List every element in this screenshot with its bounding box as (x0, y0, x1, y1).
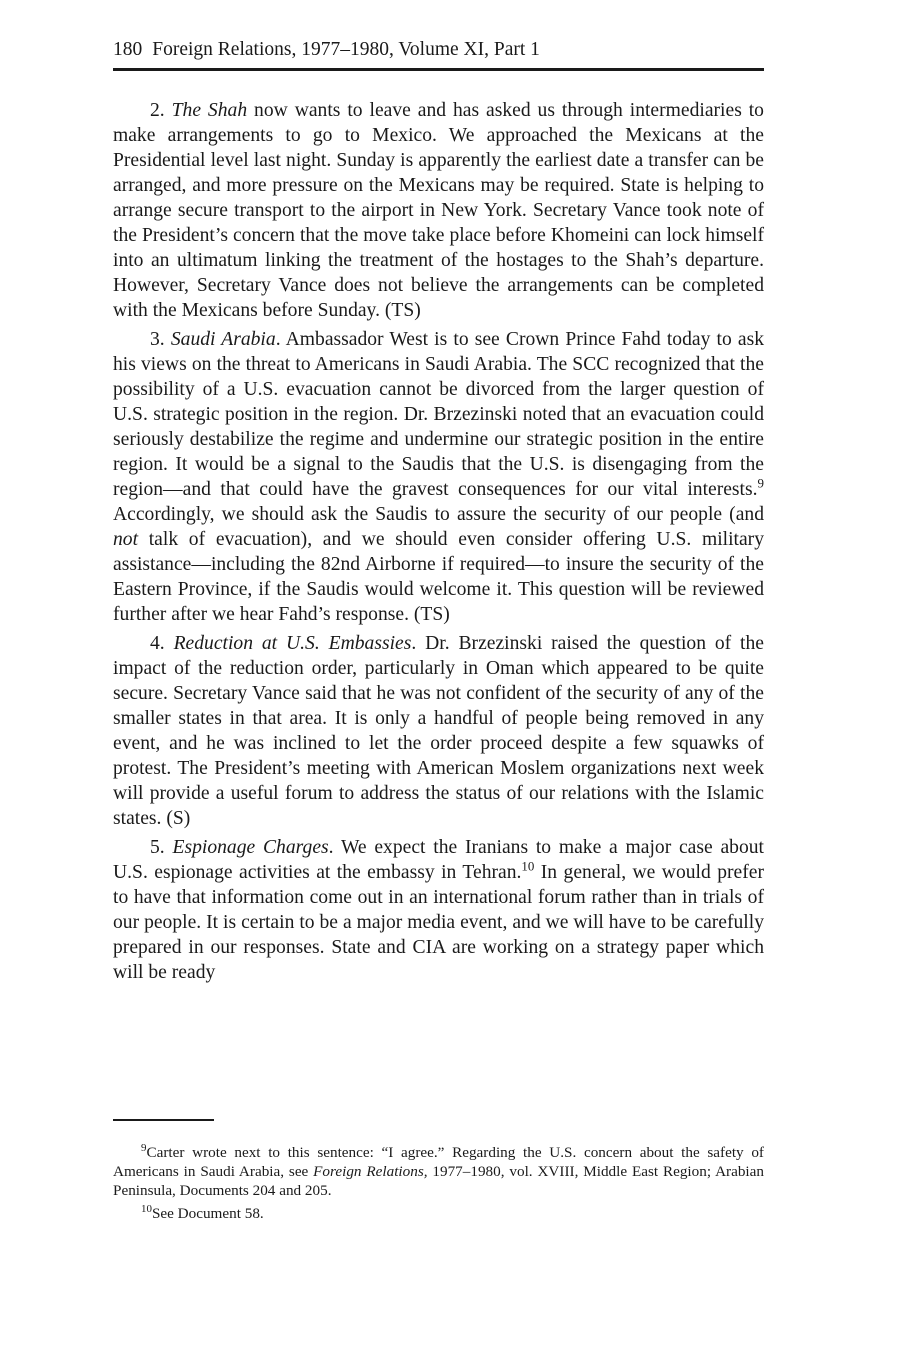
footnote-ref-10[interactable]: 10 (521, 858, 535, 874)
document-body (113, 98, 764, 985)
running-title: Foreign Relations, 1977–1980, Volume XI, Part 1 (152, 39, 540, 60)
paragraph-text: . Ambassador West is to see Crown Prince Fahd today to ask his views on the threat to Americans in Saudi Arabia. The SCC recognized that the possibility of a U.S. evacuation cannot be divorced from the larger question of U.S. strategic position in the region. Dr. Brzezinski noted that an evacuation could seriously destabilize the regime and undermine our strategic position in the entire region. It would be a signal to the Saudis that the U.S. is disengaging from the region—and that could have the gravest consequences for our vital interests. (113, 329, 764, 500)
paragraph-text: talk of evacuation), and we should even consider offering U.S. military assistance—including the 82nd Airborne if required—to insure the security of the Eastern Province, if the Saudis would welcome it. This question will be reviewed further after we hear Fahd’s response. (TS) (113, 529, 764, 625)
paragraph-number: 5. (150, 837, 165, 858)
paragraph-text: . We expect the Iranians to make a major case about U.S. espionage activities at the embassy in Tehran. (113, 837, 765, 883)
footnote-ref-9[interactable]: 9 (757, 475, 764, 491)
footnote-text: Carter wrote next to this sentence: “I agree.” Regarding the U.S. concern about the safety of Americans in Saudi Arabia, see (113, 1144, 764, 1180)
running-header (113, 36, 764, 64)
paragraph-text: . Dr. Brzezinski raised the question of the impact of the reduction order, particularly in Oman which appeared to be quite secure. Secretary Vance said that he was not confident of the security of any of the smaller states in that area. It is only a handful of people being removed in any event, and he was inclined to let the order proceed despite a few squawks of protest. The President’s meeting with American Moslem organizations next week will provide a useful forum to address the status of our relations with the Islamic states. (S) (113, 633, 764, 829)
publication-title: Foreign Relations, (313, 1163, 428, 1180)
paragraph-heading: Reduction at U.S. Embassies (173, 633, 412, 654)
header-rule (113, 68, 764, 71)
paragraph-text: In general, we would prefer to have that information come out in an international forum rather than in trials of our people. It is certain to be a major media event, and we will have to be carefully prepared in our responses. State and CIA are working on a strategy paper which will be ready (113, 862, 764, 983)
paragraph-number: 2. (150, 100, 165, 121)
emphasis: not (113, 529, 139, 550)
paragraph-text: Accordingly, we should ask the Saudis to assure the security of our people (and (113, 504, 764, 525)
paragraph-heading: Saudi Arabia (170, 329, 276, 350)
footnote-text: 1977–1980, vol. XVIII, Middle East Region; Arabian Peninsula, Documents 204 and 205. (113, 1163, 764, 1199)
footnote-marker: 10 (141, 1202, 152, 1215)
paragraph-number: 3. (150, 329, 165, 350)
paragraph-5 (113, 835, 764, 985)
paragraph-heading: Espionage Charges (172, 837, 329, 858)
paragraph-text: now wants to leave and has asked us through intermediaries to make arrangements to go to Mexico. We approached the Mexicans at the Presidential level last night. Sunday is apparently the earliest date a transfer can be arranged, and more pressure on the Mexicans may be required. State is helping to arrange secure transport to the airport in New York. Secretary Vance took note of the President’s concern that the move take place before Khomeini can lock himself into an ultimatum linking the treatment of the hostages to the Shah’s departure. However, Secretary Vance does not believe the arrangements can be completed with the Mexicans before Sunday. (TS) (113, 100, 764, 321)
footnote-10 (113, 1204, 764, 1223)
footnote-9 (113, 1143, 764, 1200)
paragraph-number: 4. (150, 633, 165, 654)
footnotes (113, 1143, 764, 1227)
footnote-text: See Document 58. (151, 1205, 264, 1222)
paragraph-heading: The Shah (171, 100, 248, 121)
paragraph-3 (113, 327, 764, 627)
page-number: 180 (113, 39, 143, 60)
footnote-rule (113, 1119, 214, 1121)
paragraph-4 (113, 631, 764, 831)
footnote-marker: 9 (141, 1141, 147, 1154)
paragraph-2 (113, 98, 764, 323)
